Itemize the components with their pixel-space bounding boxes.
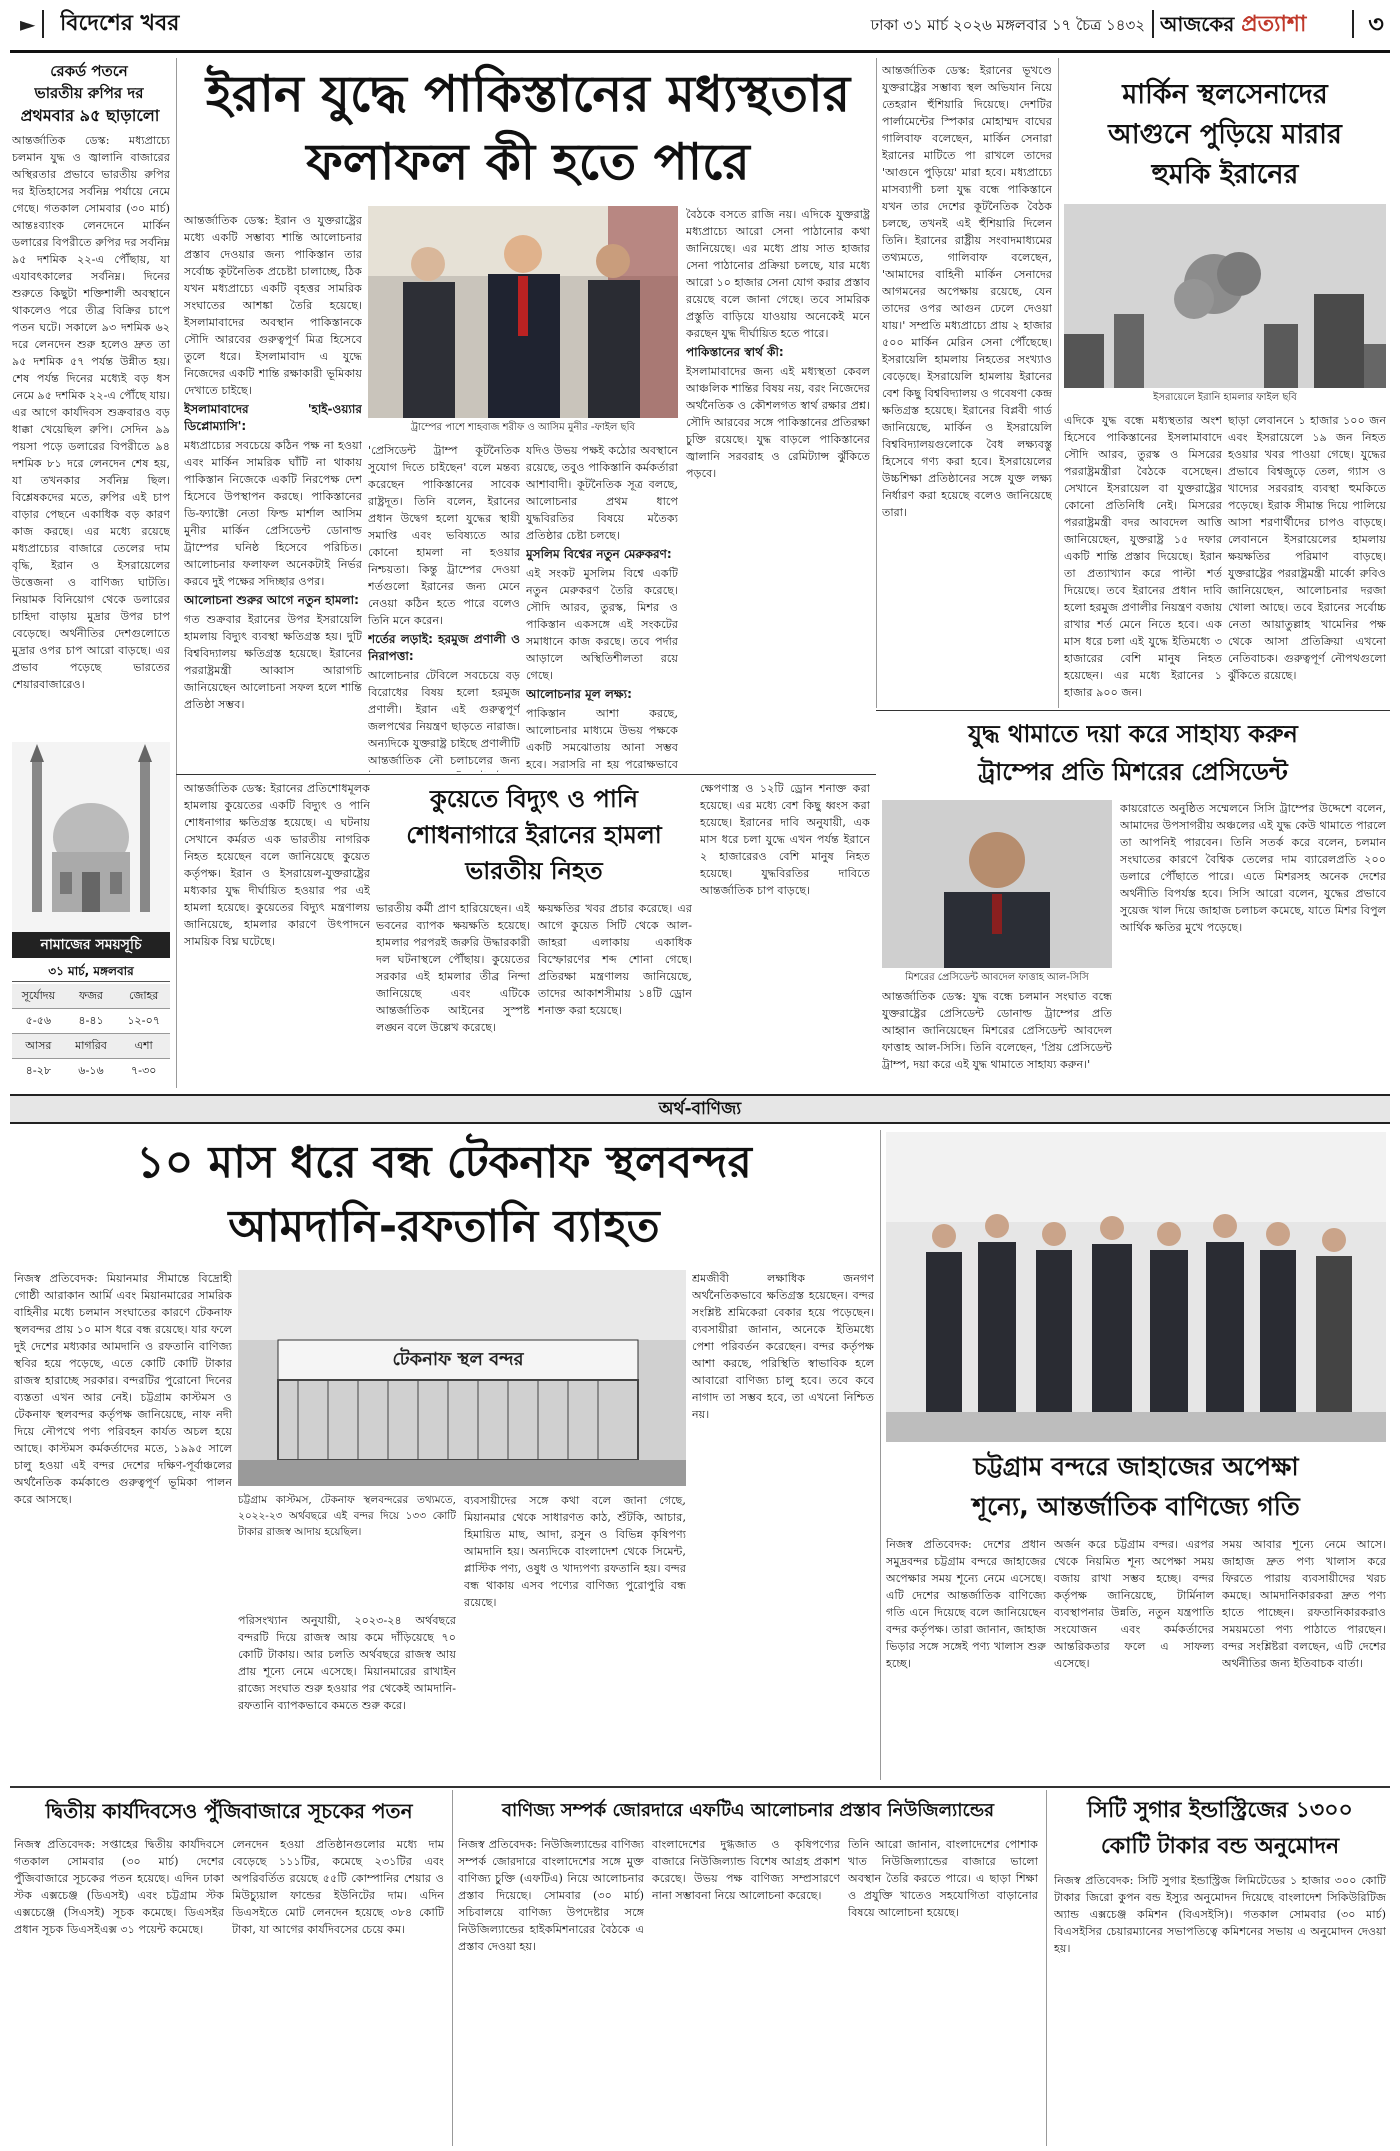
teknaf-title-1: ১০ মাস ধরে বন্ধ টেকনাফ স্থলবন্দর: [136, 1137, 752, 1188]
stock-title: দ্বিতীয় কার্যদিবসেও পুঁজিবাজারে সূচকের পতন: [45, 1799, 413, 1823]
kuwait-title-1: কুয়েতে বিদ্যুৎ ও পানি: [429, 785, 639, 813]
prayer-date: ৩১ মার্চ, মঙ্গলবার: [12, 960, 170, 982]
lead-col4-text-b: ইসলামাবাদের জন্য এই মধ্যস্থতা কেবল আঞ্চলিক শান্তির বিষয় নয়, বরং নিজেদের অর্থনৈতিক ও কৌশলগত স্বার্থ রক্ষার প্রশ্ন। সৌদি আরবের সঙ্গে পাকিস্তানের প্রতিরক্ষা চুক্তি রয়েছে। যুদ্ধ বাড়লে পাকিস্তানের জ্বালানি সরবরাহ ও রেমিট্যান্স ঝুঁকিতে পড়বে।: [686, 365, 870, 480]
paper-name-b: প্রত্যাশা: [1241, 12, 1307, 37]
header-left-rule: [42, 10, 44, 38]
page-nav-icon: ►: [20, 12, 36, 36]
paper-name: [1160, 8, 1350, 40]
kuwait-col4: ক্ষেপণাস্ত্র ও ১২টি ড্রোন শনাক্ত করা হয়েছে। এর মধ্যে বেশ কিছু ধ্বংস করা হয়েছে। ইরানের দাবি অনুযায়ী, এক মাস ধরে চলা যুদ্ধে এখন পর্যন্ত ইরানে ২ হাজারেরও বেশি মানুষ নিহত হয়েছে। যুদ্ধবিরতির দাবিতে আন্তর্জাতিক চাপ বাড়ছে।: [700, 782, 870, 897]
egypt-photo-art: [882, 800, 1112, 968]
kuwait-col3: ক্ষয়ক্ষতির খবর প্রচার করেছে। এর আগে কুয়েত সিটি থেকে আল-জাহরা এলাকায় একাধিক বিস্ফোরণের শব্দ শোনা গেছে। প্রতিরক্ষা মন্ত্রণালয় জানিয়েছে, তাদের আকাশসীমায় ১৪টি ড্রোন শনাক্ত করা হয়েছে।: [538, 902, 692, 1017]
prayer-title: নামাজের সময়সূচি: [12, 932, 170, 958]
sugar-title-1: সিটি সুগার ইন্ডাস্ট্রিজের ১৩০০: [1087, 1798, 1353, 1823]
lead-col2-text: 'প্রেসিডেন্ট ট্রাম্প কূটনৈতিক সুযোগ দিতে চাইছেন' বলে মন্তব্য করেছেন পাকিস্তানের সাবেক রাষ্ট্রদূত। তিনি বলেন, ইরানের প্রধান উদ্বেগ হলো যুদ্ধের স্থায়ী সমাপ্তি এবং ভবিষ্যতে আর কোনো হামলা না হওয়ার নিশ্চয়তা। কিন্তু ট্রাম্পের দেওয়া শর্তগুলো ইরানের জন্য মেনে নেওয়া কঠিন হতে পারে বলেও তিনি মনে করেন।: [368, 444, 520, 627]
port-photo-art: [886, 1132, 1386, 1442]
nz-col1: নিজস্ব প্রতিবেদক: নিউজিল্যান্ডের বাণিজ্য সম্পর্ক জোরদারে বাংলাদেশের সঙ্গে মুক্ত বাণিজ্য চুক্তি (এফটিএ) নিয়ে আলোচনার প্রস্তাব দিয়েছে। সোমবার (৩০ মার্চ) সচিবালয়ে বাণিজ্য উপদেষ্টার সঙ্গে নিউজিল্যান্ডের হাইকমিশনারের বৈঠকে এ প্রস্তাব দেওয়া হয়।: [458, 1838, 644, 1953]
kuwait-title-2: শোধনাগারে ইরানের হামলা: [406, 821, 662, 849]
page-number: ৩: [1368, 10, 1384, 38]
page-header: [0, 0, 1400, 48]
threat-col1: এদিকে যুদ্ধ বন্ধে মধ্যস্থতার অংশ হিসেবে পাকিস্তানের ইসলামাবাদে সৌদি আরব, তুরস্ক ও মিসরের পররাষ্ট্রমন্ত্রীরা বৈঠকে বসেছেন। সেখানে ইসরায়েল বা যুক্তরাষ্ট্রের কোনো প্রতিনিধি নেই। মিসরের পররাষ্ট্রমন্ত্রী বদর আবদেল আত্তি জানিয়েছেন, যুক্তরাষ্ট্র ১৫ দফার একটি শান্তি প্রস্তাব দিয়েছে। ইরান তা প্রত্যাখ্যান করে পাল্টা শর্ত দিয়েছে। তবে ইরানের প্রধান দাবি হলো হরমুজ প্রণালীর নিয়ন্ত্রণ বজায় রাখার শর্ত মেনে নিতে হবে। এক মাস ধরে চলা এই যুদ্ধে ইতিমধ্যে ৩ হাজারের বেশি মানুষ নিহত হয়েছেন। এর মধ্যে ইরানের ১ হাজার ৯০০ জন।: [1064, 414, 1222, 699]
sugar-col1: নিজস্ব প্রতিবেদক: সিটি সুগার ইন্ডাস্ট্রিজ লিমিটেডের ১ হাজার ৩০০ কোটি টাকার জিরো কুপন বন্ড ইস্যুর অনুমোদন দিয়েছে বাংলাদেশ সিকিউরিটিজ অ্যান্ড এক্সচেঞ্জ কমিশন (বিএসইসি)। গতকাল সোমবার (৩০ মার্চ) বিএসইসির চেয়ারম্যানের সভাপতিত্বে কমিশনের সভায় এ অনুমোদন দেওয়া হয়।: [1054, 1874, 1386, 1955]
lead-col3-subhead-2: আলোচনার মূল লক্ষ্য:: [526, 687, 632, 701]
lead-col3-text: যদিও উভয় পক্ষই কঠোর অবস্থানে রয়েছে, তবুও পাকিস্তানি কর্মকর্তারা আশাবাদী। কূটনৈতিক সূত্র বলছে, আলোচনার প্রথম ধাপে যুদ্ধবিরতির বিষয়ে মতৈক্য প্রতিষ্ঠার চেষ্টা চলছে।: [526, 444, 678, 542]
nz-col3: তিনি আরো জানান, বাংলাদেশের পোশাক খাত নিউজিল্যান্ডের বাজারে ভালো অবস্থান তৈরি করতে পারে। এ ছাড়া শিক্ষা ও প্রযুক্তি খাতেও সহযোগিতা বাড়ানোর বিষয়ে আলোচনা হয়েছে।: [848, 1838, 1038, 1919]
prayer-cell: ফজর: [79, 989, 103, 1002]
kuwait-title-3: ভারতীয় নিহত: [465, 857, 603, 885]
prayer-cell: মাগরিব: [75, 1039, 107, 1052]
lead-col1-subhead: ইসলামাবাদের 'হাই-ওয়্যার ডিপ্লোম্যাসি':: [184, 402, 362, 433]
prayer-cell: জোহর: [129, 989, 159, 1002]
threat-caption: ইসরায়েলে ইরানি হামলার ফাইল ছবি: [1153, 392, 1297, 403]
teknaf-photo-sign: টেকনাফ স্থল বন্দর: [392, 1349, 524, 1370]
port-col3: সময় আবার শূন্যে নেমে আসে। জাহাজ দ্রুত পণ্য খালাস করে ফিরতে পারায় ব্যবসায়ীদের খরচ কমছে। আমদানিকারকরা দ্রুত পণ্য হাতে পাচ্ছেন। রফতানিকারকরাও সময়মতো পণ্য পাঠাতে পারছেন। বন্দর সংশ্লিষ্টরা বলছেন, এটি দেশের অর্থনীতির জন্য ইতিবাচক বার্তা।: [1222, 1538, 1386, 1670]
port-col2: অর্জন করে চট্টগ্রাম বন্দর। এরপর থেকে নিয়মিত শূন্য অপেক্ষা সময় বজায় রাখা সম্ভব হচ্ছে। বন্দর কর্তৃপক্ষ জানিয়েছে, টার্মিনাল ব্যবস্থাপনার উন্নতি, নতুন যন্ত্রপাতি সংযোজন এবং কর্মকর্তাদের আন্তরিকতার ফলে এ সাফল্য এসেছে।: [1054, 1538, 1214, 1670]
lead-col2-subhead: শর্তের লড়াই: হরমুজ প্রণালী ও নিরাপত্তা:: [368, 632, 520, 663]
section-bar-label: অর্থ-বাণিজ্য: [658, 1099, 742, 1119]
teknaf-caption: চট্টগ্রাম কাস্টমস, টেকনাফ স্থলবন্দরের তথ্যমতে, ২০২২-২৩ অর্থবছরে এই বন্দর দিয়ে ১৩৩ কোটি টাকার রাজস্ব আদায় হয়েছিল।: [238, 1494, 456, 1538]
prayer-row: [12, 984, 170, 1009]
nz-title: বাণিজ্য সম্পর্ক জোরদারে এফটিএ আলোচনার প্রস্তাব নিউজিল্যান্ডের: [502, 1800, 994, 1821]
threat-col2: ছাড়া লেবাননে ১ হাজার ১০০ জন এবং ইসরায়েলে ১৯ জন নিহত হওয়ার খবর পাওয়া গেছে। যুদ্ধের প্রভাবে বিশ্বজুড়ে তেল, গ্যাস ও খাদ্যের সরবরাহ ব্যবস্থা হুমকিতে পড়েছে। ইরাক সীমান্ত দিয়ে পালিয়ে আসা শরণার্থীদের চাপও বাড়ছে। লেবাননে ইসরায়েলের হামলায় ক্ষয়ক্ষতির পরিমাণ বাড়ছে। যুক্তরাষ্ট্রের পররাষ্ট্রমন্ত্রী মার্কো রুবিও জানিয়েছেন, আলোচনার দরজা খোলা আছে। তবে ইরানের সর্বোচ্চ নেতা আয়াতুল্লাহ খামেনির পক্ষ থেকে আসা প্রতিক্রিয়া এখনো নেতিবাচক। গুরুত্বপূর্ণ নৌপথগুলো ঝুঁকিতে রয়েছে।: [1228, 414, 1386, 682]
lead-photo-art: [368, 206, 678, 418]
section-divider: [176, 774, 876, 775]
prayer-cell: এশা: [134, 1039, 153, 1052]
egypt-col2: কায়রোতে অনুষ্ঠিত সম্মেলনে সিসি ট্রাম্পের উদ্দেশে বলেন, আমাদের উপসাগরীয় অঞ্চলের এই যুদ্ধ কেউ থামাতে পারলে তা আপনিই পারবেন। তিনি সতর্ক করে বলেন, চলমান সংঘাতের কারণে বৈশ্বিক তেলের দাম ব্যারেলপ্রতি ২০০ ডলারে পৌঁছাতে পারে। এতে মিশরসহ অনেক দেশের অর্থনীতি বিপর্যস্ত হবে। সিসি আরো বলেন, যুদ্ধের প্রভাবে সুয়েজ খাল দিয়ে জাহাজ চলাচল কমেছে, যাতে মিশর বিপুল আর্থিক ক্ষতির মুখে পড়েছে।: [1120, 802, 1386, 934]
lead-col3-text-b: এই সংকট মুসলিম বিশ্বে একটি নতুন মেরুকরণ তৈরি করেছে। সৌদি আরব, তুরস্ক, মিশর ও পাকিস্তান একসঙ্গে এই সংকটের সমাধানে কাজ করছে। তবে পর্দার আড়ালে অস্থিতিশীলতা রয়ে গেছে।: [526, 567, 678, 682]
prayer-cell: সূর্যোদয়: [21, 989, 56, 1002]
prayer-cell: আসর: [25, 1039, 52, 1052]
rupee-body: আন্তর্জাতিক ডেস্ক: মধ্যপ্রাচ্যে চলমান যুদ্ধ ও জ্বালানি বাজারের অস্থিরতার প্রভাবে ভারতীয় রুপির দর ইতিহাসের সর্বনিম্ন পর্যায়ে নেমে গেছে। গতকাল সোমবার (৩০ মার্চ) আন্তঃব্যাংক লেনদেনে মার্কিন ডলারের বিপরীতে রুপির দর সর্বনিম্ন ৯৫ দশমিক ২২-এ পৌঁছায়, যা এযাবৎকালের সর্বনিম্ন। দিনের শুরুতে কিছুটা শক্তিশালী অবস্থানে থাকলেও পরে তীব্র বিক্রির চাপে পতন ঘটে। সকালে ৯৩ দশমিক ৬২ দরে লেনদেন শুরু হলেও দ্রুত তা ৯৫ দশমিক ৫৭ পর্যন্ত উন্নীত হয়। শেষ পর্যন্ত দিনের মধ্যেই বড় ধস নেমে ৯৫ দশমিক ২২-এ পৌঁছে যায়। এর আগে কার্যদিবস শুক্রবারও বড় ধাক্কা খেয়েছিল রুপি। সেদিন ৯৯ পয়সা পড়ে ডলারের বিপরীতে ৯৪ দশমিক ৮১ দরে লেনদেন শেষ হয়, যা তখনকার সর্বনিম্ন ছিল। বিশ্লেষকদের মতে, রুপির এই চাপ বাড়ার পেছনে একাধিক বড় কারণ কাজ করছে। এর মধ্যে রয়েছে মধ্যপ্রাচ্যের বাজারে তেলের দাম বৃদ্ধি, ইরান ও ইসরায়েলের উত্তেজনা ও বাণিজ্য ঘাটতি। নিয়ামক বিনিয়োগ থেকে ডলারের চাহিদা বাড়ায় মুদ্রার উপর চাপ বেড়েছে। অর্থনীতির দেশগুলোতে মুদ্রার ওপর চাপ আরো বাড়ছে। এর প্রভাব পড়েছে ভারতের শেয়ারবাজারেও।: [12, 134, 170, 691]
lead-col1-text: আন্তর্জাতিক ডেস্ক: ইরান ও যুক্তরাষ্ট্রের মধ্যে একটি সম্ভাব্য শান্তি আলোচনার প্রস্তাব দেওয়ার জন্য পাকিস্তান তার সর্বোচ্চ কূটনৈতিক প্রচেষ্টা চালাচ্ছে, ঠিক যখন মধ্যপ্রাচ্যে একটি বৃহত্তর সামরিক সংঘাতের আশঙ্কা তৈরি হয়েছে। ইসলামাবাদের অবস্থান পাকিস্তানকে সৌদি আরবের গুরুত্বপূর্ণ মিত্র হিসেবে তুলে ধরে। ইসলামাবাদ এ যুদ্ধে নিজেদের একটি শান্তি রক্ষাকারী ভূমিকায় দেখাতে চাইছে।: [184, 214, 362, 397]
section-divider: [876, 710, 1390, 711]
lead-col1-subhead-2: আলোচনা শুরুর আগে নতুন হামলা:: [184, 593, 359, 607]
lead-col1-text-b: মধ্যপ্রাচ্যের সবচেয়ে কঠিন পক্ষ না হওয়া এবং মার্কিন সামরিক ঘাঁটি না থাকায় পাকিস্তান নিজেকে একটি নিরপেক্ষ দেশ হিসেবে উপস্থাপন করছে। পাকিস্তানের ডি-ফ্যাক্টো নেতা ফিল্ড মার্শাল আসিম মুনীর মার্কিন প্রেসিডেন্ট ডোনাল্ড ট্রাম্পের ঘনিষ্ঠ হিসেবে পরিচিত। আলোচনার ফলাফল অনেকটাই নির্ভর করবে দুই পক্ষের সদিচ্ছার ওপর।: [184, 439, 362, 588]
prayer-table: [12, 984, 170, 1084]
prayer-row: [12, 1034, 170, 1059]
lead-caption: ট্রাম্পের পাশে শাহবাজ শরীফ ও আসিম মুনীর -ফাইল ছবি: [410, 422, 636, 433]
egypt-photo: [882, 800, 1112, 968]
teknaf-col4: শ্রমজীবী লক্ষাধিক জনগণ অর্থনৈতিকভাবে ক্ষতিগ্রস্ত হয়েছেন। বন্দর সংশ্লিষ্ট শ্রমিকেরা বেকার হয়ে পড়েছেন। ব্যবসায়ীরা জানান, অনেকে ইতিমধ্যে পেশা পরিবর্তন করেছেন। বন্দর কর্তৃপক্ষ আশা করছে, পরিস্থিতি স্বাভাবিক হলে আবারো বাণিজ্য চালু হবে। তবে কবে নাগাদ তা সম্ভব হবে, তা এখনো নিশ্চিত নয়।: [692, 1272, 874, 1421]
port-title-1: চট্টগ্রাম বন্দরে জাহাজের অপেক্ষা: [973, 1452, 1299, 1481]
col-rule: [876, 58, 877, 708]
teknaf-photo-art: [238, 1270, 686, 1486]
col-rule: [1058, 58, 1059, 708]
prayer-cell: ৪-২৮: [25, 1064, 52, 1077]
threat-photo: [1064, 204, 1386, 388]
port-title-2: শূন্যে, আন্তর্জাতিক বাণিজ্যে গতি: [972, 1492, 1300, 1521]
lead-col1: [184, 212, 362, 772]
header-mid-rule: [1152, 10, 1154, 38]
lead-title-2: ফলাফল কী হতে পারে: [306, 133, 750, 191]
dateline: ঢাকা ৩১ মার্চ ২০২৬ মঙ্গলবার ১৭ চৈত্র ১৪৩২: [870, 16, 1145, 34]
nz-col2: বাংলাদেশের দুগ্ধজাত ও কৃষিপণ্যের বাজারে নিউজিল্যান্ড বিশেষ আগ্রহ প্রকাশ করেছে। উভয় পক্ষ বাণিজ্য সম্প্রসারণে নানা সম্ভাবনা নিয়ে আলোচনা করেছে।: [652, 1838, 840, 1902]
kuwait-col2: ভারতীয় কর্মী প্রাণ হারিয়েছেন। এই ভবনের ব্যাপক ক্ষয়ক্ষতি হয়েছে। হামলার পরপরই জরুরি উদ্ধারকারী দল ঘটনাস্থলে পৌঁছায়। কুয়েতের সরকার এই হামলার তীব্র নিন্দা জানিয়েছে এবং এটিকে আন্তর্জাতিক আইনের সুস্পষ্ট লঙ্ঘন বলে উল্লেখ করেছে।: [376, 902, 530, 1034]
lead-photo: [368, 206, 678, 418]
lead-col2: [368, 442, 520, 772]
egypt-title-2: ট্রাম্পের প্রতি মিশরের প্রেসিডেন্ট: [978, 758, 1288, 786]
teknaf-col2: পরিসংখ্যান অনুযায়ী, ২০২৩-২৪ অর্থবছরে বন্দরটি দিয়ে রাজস্ব আয় কমে দাঁড়িয়েছে ৭০ কোটি টাকায়। আর চলতি অর্থবছরে রাজস্ব আয় প্রায় শূন্যে নেমে এসেছে। মিয়ানমারের রাখাইন রাজ্যে সংঘাত শুরু হওয়ার পর থেকেই আমদানি-রফতানি ব্যাপকভাবে কমতে শুরু করে।: [238, 1614, 456, 1712]
prayer-row: [12, 1059, 170, 1083]
lead-col3: [526, 442, 678, 772]
section-bar: [10, 1094, 1390, 1124]
rupee-title-b: প্রথমবার ৯৫ ছাড়ালো: [20, 106, 160, 125]
prayer-row: [12, 1009, 170, 1034]
sugar-title-2: কোটি টাকার বন্ড অনুমোদন: [1100, 1834, 1340, 1859]
teknaf-col3: ব্যবসায়ীদের সঙ্গে কথা বলে জানা গেছে, মিয়ানমার থেকে সাধারণত কাঠ, শুঁটকি, আচার, হিমায়িত মাছ, আদা, রসুন ও বিভিন্ন কৃষিপণ্য আমদানি হয়। অন্যদিকে বাংলাদেশ থেকে সিমেন্ট, প্লাস্টিক পণ্য, ওষুধ ও খাদ্যপণ্য রফতানি হয়। বন্দর বন্ধ থাকায় এসব পণ্যের বাণিজ্য পুরোপুরি বন্ধ রয়েছে।: [464, 1494, 686, 1609]
rupee-title-a: ভারতীয় রুপির দর: [34, 84, 144, 102]
lead-col2-text-b: আলোচনার টেবিলে সবচেয়ে বড় বিরোধের বিষয় হলো হরমুজ প্রণালী। ইরান এই গুরুত্বপূর্ণ জলপথের নিয়ন্ত্রণ ছাড়তে নারাজ। অন্যদিকে যুক্তরাষ্ট্র চাইছে প্রণালীটি আন্তর্জাতিক নৌ চলাচলের জন্য: [368, 669, 520, 767]
col-rule: [880, 1130, 881, 1780]
egypt-col1: আন্তর্জাতিক ডেস্ক: যুদ্ধ বন্ধে চলমান সংঘাত বন্ধে যুক্তরাষ্ট্রের প্রেসিডেন্ট ডোনাল্ড ট্রাম্পের প্রতি আহ্বান জানিয়েছেন মিশরের প্রেসিডেন্ট আবদেল ফাত্তাহ আল-সিসি। তিনি বলেছেন, 'প্রিয় প্রেসিডেন্ট ট্রাম্প, দয়া করে এই যুদ্ধ থামাতে সাহায্য করুন।': [882, 990, 1112, 1071]
stock-col1: নিজস্ব প্রতিবেদক: সপ্তাহের দ্বিতীয় কার্যদিবসে গতকাল সোমবার (৩০ মার্চ) দেশের পুঁজিবাজারে সূচকের পতন হয়েছে। এদিন ঢাকা স্টক এক্সচেঞ্জ (ডিএসই) এবং চট্টগ্রাম স্টক এক্সচেঞ্জে (সিএসই) সূচক কমেছে। ডিএসইর প্রধান সূচক ডিএসইএক্স ৩১ পয়েন্ট কমেছে।: [14, 1838, 224, 1936]
kuwait-col1: আন্তর্জাতিক ডেস্ক: ইরানের প্রতিশোধমূলক হামলায় কুয়েতের একটি বিদ্যুৎ ও পানি শোধনাগার ক্ষতিগ্রস্ত হয়েছে। এ ঘটনায় সেখানে কর্মরত এক ভারতীয় নাগরিক নিহত হয়েছেন বলে জানিয়েছে কুয়েত কর্তৃপক্ষ। ইরান ও ইসরায়েল-যুক্তরাষ্ট্রের মধ্যকার যুদ্ধ দীর্ঘায়িত হওয়ার পর এই হামলা হয়েছে। কুয়েতের বিদ্যুৎ মন্ত্রণালয় জানিয়েছে, হামলার কারণে উৎপাদনে সাময়িক বিঘ্ন ঘটেছে।: [184, 782, 370, 948]
threat-title-2: আগুনে পুড়িয়ে মারার: [1108, 119, 1342, 150]
egypt-caption: মিশরের প্রেসিডেন্ট আবদেল ফাত্তাহ আল-সিসি: [905, 972, 1089, 983]
page-label: বিদেশের খবর: [60, 11, 180, 36]
header-rule: [10, 50, 1390, 53]
mosque-image: [12, 742, 170, 932]
threat-photo-art: [1064, 204, 1386, 388]
lead-col3-subhead: মুসলিম বিশ্বের নতুন মেরুকরণ:: [526, 547, 672, 561]
rupee-kicker: রেকর্ড পতনে: [50, 62, 128, 80]
threat-title-3: হুমকি ইরানের: [1151, 159, 1299, 190]
lead-col4-subhead: পাকিস্তানের স্বার্থ কী:: [686, 345, 784, 359]
threat-title-1: মার্কিন স্থলসেনাদের: [1122, 79, 1328, 110]
teknaf-title-2: আমদানি-রফতানি ব্যাহত: [228, 1201, 660, 1252]
prayer-cell: ৭-৩০: [130, 1064, 157, 1077]
stock-col2: লেনদেন হওয়া প্রতিষ্ঠানগুলোর মধ্যে দাম বেড়েছে ১১১টির, কমেছে ২৩১টির এবং অপরিবর্তিত রয়েছে ৫৫টি কোম্পানির শেয়ার ও মিউচ্যুয়াল ফান্ডের ইউনিটের দাম। এদিন ডিএসইতে মোট লেনদেন হয়েছে ৩৮৪ কোটি টাকা, যা আগের কার্যদিবসের চেয়ে কম।: [232, 1838, 444, 1936]
prayer-cell: ৪-৪১: [78, 1014, 104, 1027]
prayer-cell: ৬-১৬: [78, 1064, 104, 1077]
lead-col1-text-c: গত শুক্রবার ইরানের উপর ইসরায়েলি হামলায় বিদ্যুৎ ব্যবস্থা ক্ষতিগ্রস্ত হয়। দুটি বিশ্ববিদ্যালয় ক্ষতিগ্রস্ত হয়েছে। ইরানের পররাষ্ট্রমন্ত্রী আব্বাস আরাগচি জানিয়েছেন আলোচনা সফল হলে শান্তি প্রতিষ্ঠা সম্ভব।: [184, 613, 362, 711]
lead-title-1: ইরান যুদ্ধে পাকিস্তানের মধ্যস্থতার: [205, 65, 851, 123]
egypt-title-1: যুদ্ধ থামাতে দয়া করে সাহায্য করুন: [968, 720, 1298, 748]
teknaf-photo: [238, 1270, 686, 1486]
port-col1: নিজস্ব প্রতিবেদক: দেশের প্রধান সমুদ্রবন্দর চট্টগ্রাম বন্দরে জাহাজের অপেক্ষার সময় শূন্যে নেমে এসেছে। এটি দেশের আন্তর্জাতিক বাণিজ্যে গতি এনে দিয়েছে বলে জানিয়েছেন বন্দর কর্তৃপক্ষ। তারা জানান, জাহাজ ভিড়ার সঙ্গে সঙ্গেই পণ্য খালাস শুরু হচ্ছে।: [886, 1538, 1046, 1670]
paper-name-a: আজকের: [1160, 12, 1235, 36]
header-right-rule: [1352, 10, 1354, 38]
section-divider: [10, 1786, 1390, 1788]
col-rule: [452, 1790, 453, 2146]
col-rule: [1046, 1790, 1047, 2146]
port-photo: [886, 1132, 1386, 1442]
col-rule: [176, 58, 177, 1088]
threat-body-col: আন্তর্জাতিক ডেস্ক: ইরানের ভূখণ্ডে যুক্তরাষ্ট্রের সম্ভাব্য স্থল অভিযান নিয়ে তেহরান হুঁশিয়ারি দিয়েছে। দেশটির পার্লামেন্টের স্পিকার মোহাম্মদ বাঘের গালিবাফ বলেছেন, মার্কিন সেনারা ইরানের মাটিতে পা রাখলে তাদের 'আগুনে পুড়িয়ে' মারা হবে। মধ্যপ্রাচ্যে মাসব্যাপী চলা যুদ্ধ বন্ধে পাকিস্তানে যখন তার দেশের কূটনৈতিক বৈঠক চলছে, তখনই এই হুঁশিয়ারি দিলেন তিনি। ইরানের রাষ্ট্রীয় সংবাদমাধ্যমের তথ্যমতে, গালিবাফ বলেছেন, 'আমাদের বাহিনী মার্কিন সেনাদের আগমনের অপেক্ষায় রয়েছে, যেন তাদের ওপর আগুন ঢেলে দেওয়া যায়।' সম্প্রতি মধ্যপ্রাচ্যে প্রায় ২ হাজার ৫০০ মার্কিন মেরিন সেনা পৌঁছেছে। ইসরায়েলি হামলায় নিহতের সংখ্যাও বেড়েছে। ইসরায়েলি হামলায় ইরানের বেশ কিছু বিশ্ববিদ্যালয় ও গবেষণা কেন্দ্র ক্ষতিগ্রস্ত হয়েছে। ইরানের বিপ্লবী গার্ড জানিয়েছে, মার্কিন ও ইসরায়েলি বিশ্ববিদ্যালয়গুলোকে বৈধ লক্ষ্যবস্তু হিসেবে গণ্য করা হবে। ইসরায়েলের উচ্চশিক্ষা প্রতিষ্ঠানের সঙ্গে যুক্ত লক্ষ্য নির্ধারণ করা হয়েছে বলেও জানিয়েছে তারা।: [882, 64, 1052, 519]
lead-col3-text-c: পাকিস্তান আশা করছে, আলোচনার মাধ্যমে উভয় পক্ষকে একটি সমঝোতায় আনা সম্ভব হবে। সরাসরি না হয় পরোক্ষভাবে: [526, 707, 678, 771]
mosque-icon: [12, 742, 170, 932]
prayer-cell: ১২-০৭: [127, 1014, 160, 1027]
teknaf-col1: নিজস্ব প্রতিবেদক: মিয়ানমার সীমান্তে বিদ্রোহী গোষ্ঠী আরাকান আর্মি এবং মিয়ানমারের সামরিক বাহিনীর মধ্যে চলমান সংঘাতের কারণে টেকনাফ স্থলবন্দর প্রায় ১০ মাস ধরে বন্ধ রয়েছে। যার ফলে দুই দেশের মধ্যকার আমদানি ও রফতানি বাণিজ্য স্থবির হয়ে পড়েছে, এতে কোটি কোটি টাকার রাজস্ব হারাচ্ছে সরকার। বন্দরটির পুরোনো দিনের ব্যস্ততা এখন আর নেই। চট্টগ্রাম কাস্টমস ও টেকনাফ স্থলবন্দর কর্তৃপক্ষ জানিয়েছে, নাফ নদী দিয়ে নৌপথে পণ্য পরিবহন কার্যত অচল হয়ে আছে। কাস্টমস কর্মকর্তাদের মতে, ১৯৯৫ সালে চালু হওয়া এই বন্দর দেশের দক্ষিণ-পূর্বাঞ্চলের অর্থনৈতিক কর্মকাণ্ডে গুরুত্বপূর্ণ ভূমিকা পালন করে আসছে।: [14, 1272, 232, 1506]
prayer-cell: ৫-৫৬: [25, 1014, 52, 1027]
lead-col4-text: বৈঠকে বসতে রাজি নয়। এদিকে যুক্তরাষ্ট্র মধ্যপ্রাচ্যে আরো সেনা পাঠানোর কথা জানিয়েছে। এর মধ্যে প্রায় সাত হাজার সেনা পাঠানোর প্রক্রিয়া চলছে, যার মধ্যে আরো ১০ হাজার সেনা যোগ করার প্রস্তাব রয়েছে বলে জানা গেছে। তবে সামরিক প্রস্তুতি বাড়িয়ে যাওয়ায় অনেকেই মনে করছেন যুদ্ধ দীর্ঘায়িত হতে পারে।: [686, 208, 870, 340]
lead-col4: [686, 206, 870, 772]
